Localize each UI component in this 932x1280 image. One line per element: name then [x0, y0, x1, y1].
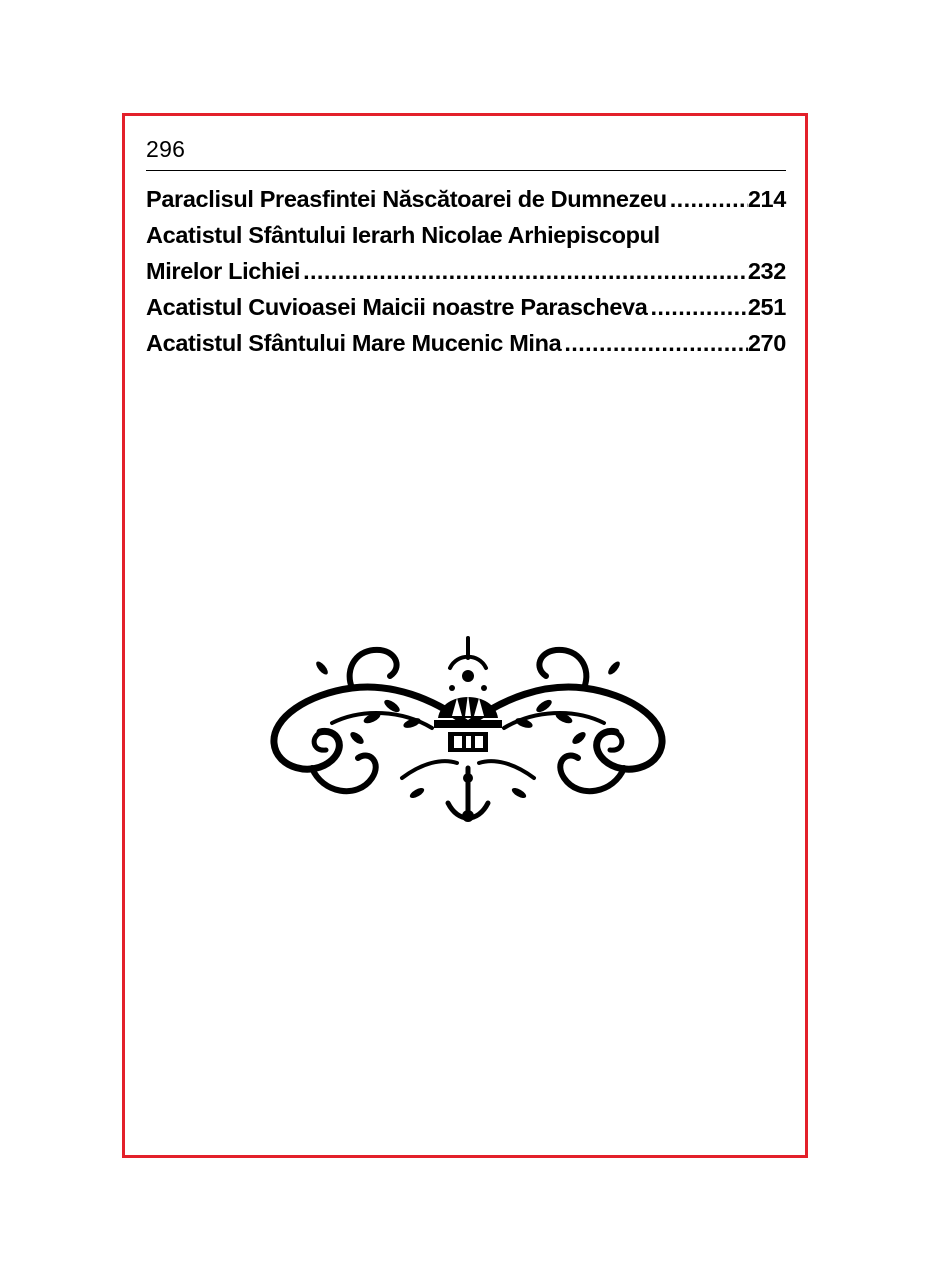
toc-entry-page: 251 — [747, 294, 786, 320]
toc-leader-dots — [667, 182, 748, 216]
toc-entry[interactable] — [146, 290, 786, 326]
toc-entry-title-continued: Mirelor Lichiei — [146, 258, 301, 284]
toc-entry-title: Acatistul Sfântului Ierarh Nicolae Arhiepiscopul — [146, 222, 660, 248]
toc-leader-dots — [561, 326, 747, 360]
toc-entry-title: Acatistul Sfântului Mare Mucenic Mina — [146, 330, 562, 356]
toc-entry[interactable] — [146, 182, 786, 218]
toc-entry-page: 232 — [747, 258, 786, 284]
toc-entry[interactable] — [146, 326, 786, 362]
toc-entry-title: Acatistul Cuvioasei Maicii noastre Parascheva — [146, 294, 648, 320]
page-number: 296 — [146, 136, 186, 162]
toc-entry[interactable] — [146, 218, 786, 290]
table-of-contents — [146, 182, 786, 362]
toc-entry-page: 270 — [747, 330, 786, 356]
toc-entry-page: 214 — [747, 186, 786, 212]
toc-entry-title: Paraclisul Preasfintei Născătoarei de Dumnezeu — [146, 186, 667, 212]
toc-leader-dots — [647, 290, 747, 324]
baroque-floral-ornament-icon — [252, 628, 684, 828]
toc-leader-dots — [300, 254, 748, 288]
header-rule — [146, 170, 786, 171]
